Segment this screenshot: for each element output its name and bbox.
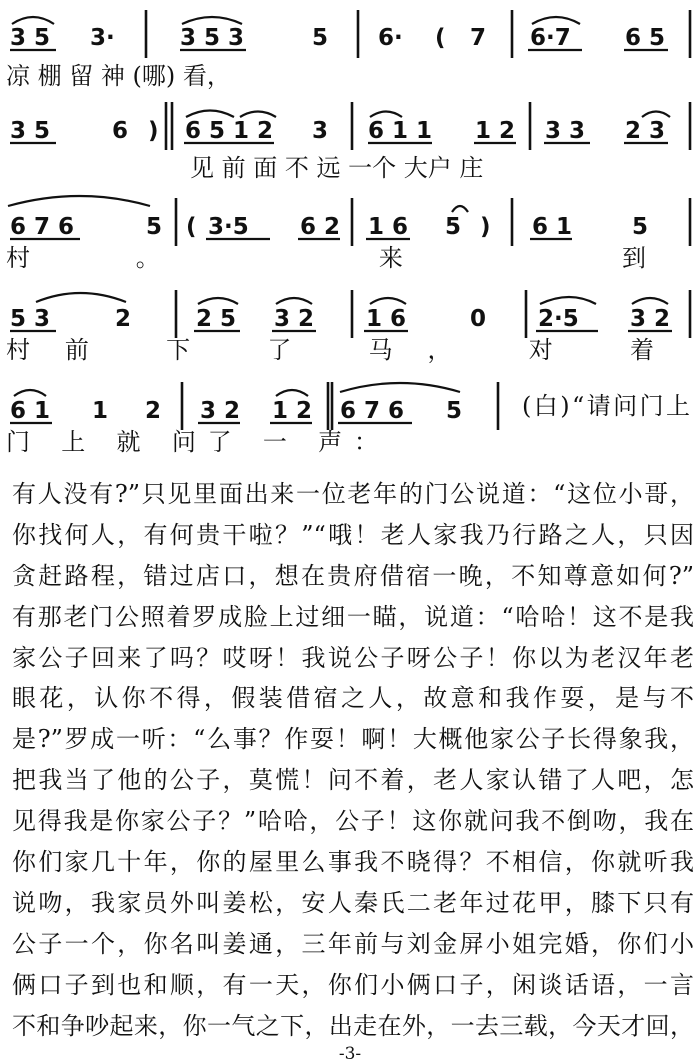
note-group: 1 2 <box>475 118 516 144</box>
note-group: 1 <box>92 398 109 424</box>
note-group: 1 6 <box>366 306 407 332</box>
score-system-2 <box>10 102 690 182</box>
score-system-3 <box>6 196 690 272</box>
note-group: 5 <box>445 214 462 240</box>
prose-line: 把我当了他的公子，莫慌！问不着，老人家认错了人吧，怎 <box>12 766 694 795</box>
prose-line: 公子一个，你名叫姜通，三年前与刘金屏小姐完婚，你们小 <box>12 929 694 958</box>
note-group: 6 1 <box>10 398 51 424</box>
note-group: 3 5 <box>10 25 51 51</box>
note-group: 6 5 <box>625 25 666 51</box>
page-number: -3- <box>338 1044 362 1064</box>
note-group: 7 <box>470 25 487 51</box>
note-group: 2 5 <box>196 306 237 332</box>
prose-line: 说吻，我家员外叫姜松，安人秦氏二老年过花甲，膝下只有 <box>12 888 694 917</box>
note-group: ) <box>148 118 159 144</box>
slur-marks <box>8 196 468 212</box>
note-group: 2 <box>145 398 162 424</box>
prose-line: 有那老门公照着罗成脸上过细一瞄，说道：“哈哈！这不是我 <box>12 602 694 631</box>
note-group: 3 <box>312 118 329 144</box>
note-group: 5 <box>312 25 329 51</box>
note-group: 3·5 <box>208 214 249 240</box>
note-group: 3 2 <box>630 306 671 332</box>
note-group: 5 <box>446 398 463 424</box>
note-group: 1 2 <box>272 398 313 424</box>
note-group: 6 1 1 <box>368 118 433 144</box>
prose-line: 见得我是你家公子？”哈哈，公子！这你就问我不倒吻，我在 <box>12 807 694 836</box>
slur-marks <box>186 111 670 118</box>
spoken-cue: (白)“请问门上 <box>522 392 690 420</box>
note-group: 6·7 <box>530 25 571 51</box>
note-group: 5 <box>632 214 649 240</box>
lyric-line: 门 上 就 问了 一 声： <box>6 428 378 456</box>
prose-line: 家公子回来了吗？哎呀！我说公子呀公子！你以为老汉年老 <box>12 643 694 672</box>
note-group: 1 6 <box>368 214 409 240</box>
score-system-1 <box>6 10 690 90</box>
note-group: 5 <box>146 214 163 240</box>
note-group: 5 3 <box>10 306 51 332</box>
note-group: 3· <box>90 25 115 51</box>
note-group: 6 5 1 2 <box>185 118 274 144</box>
prose-line: 眼花，认你不得，假装借宿之人，故意和我作耍，是与不 <box>12 684 694 713</box>
note-group: 6 2 <box>300 214 341 240</box>
prose-line: 你找何人，有何贵干啦？”“哦！老人家我乃行路之人，只因 <box>12 520 694 549</box>
note-group: 6 7 6 <box>340 398 405 424</box>
note-group: 3 3 <box>545 118 586 144</box>
lyric-line: 凉 棚 留 神 (哪) 看， <box>6 62 231 90</box>
slur-marks <box>12 17 580 24</box>
note-group: 6· <box>378 25 403 51</box>
lyric-line: 村。 来 到 <box>6 244 646 272</box>
prose-line: 贪赶路程，错过店口，想在贵府借宿一晚，不知尊意如何?” <box>12 561 694 590</box>
note-group: 6 1 <box>532 214 573 240</box>
prose-line: 俩口子到也和顺，有一天，你们小俩口子，闲谈话语，一言 <box>12 970 694 999</box>
note-group: 6 <box>112 118 129 144</box>
note-group: 3 5 <box>10 118 51 144</box>
note-group: ( <box>435 25 446 51</box>
note-group: 3 2 <box>200 398 241 424</box>
lyric-line: 见 前 面 不 远 一个 大户 庄 <box>190 154 484 182</box>
prose-line: 是?”罗成一听：“么事？作耍！啊！大概他家公子长得象我， <box>12 725 694 754</box>
note-group: ( <box>186 214 197 240</box>
score-system-4 <box>6 290 690 364</box>
note-group: 0 <box>470 306 487 332</box>
note-group: 3 2 <box>274 306 315 332</box>
score-system-5 <box>6 382 690 456</box>
jianpu-score <box>0 0 700 470</box>
note-group: ) <box>480 214 491 240</box>
prose-line: 你们家几十年，你的屋里么事我不晓得？不相信，你就听我 <box>12 848 694 877</box>
note-group: 2 <box>115 306 132 332</box>
lyric-line: 村前 下 了 马， 对 着 <box>6 336 654 364</box>
note-group: 3 5 3 <box>180 25 245 51</box>
prose-line: 有人没有?”只见里面出来一位老年的门公说道：“这位小哥， <box>12 480 694 508</box>
note-group: 2 3 <box>625 118 666 144</box>
note-group: 2·5 <box>538 306 579 332</box>
slur-marks <box>14 383 460 396</box>
prose-text <box>12 474 694 1046</box>
note-group: 6 7 6 <box>10 214 75 240</box>
prose-line: 不和争吵起来，你一气之下，出走在外，一去三载，今天才回， <box>12 1011 694 1040</box>
